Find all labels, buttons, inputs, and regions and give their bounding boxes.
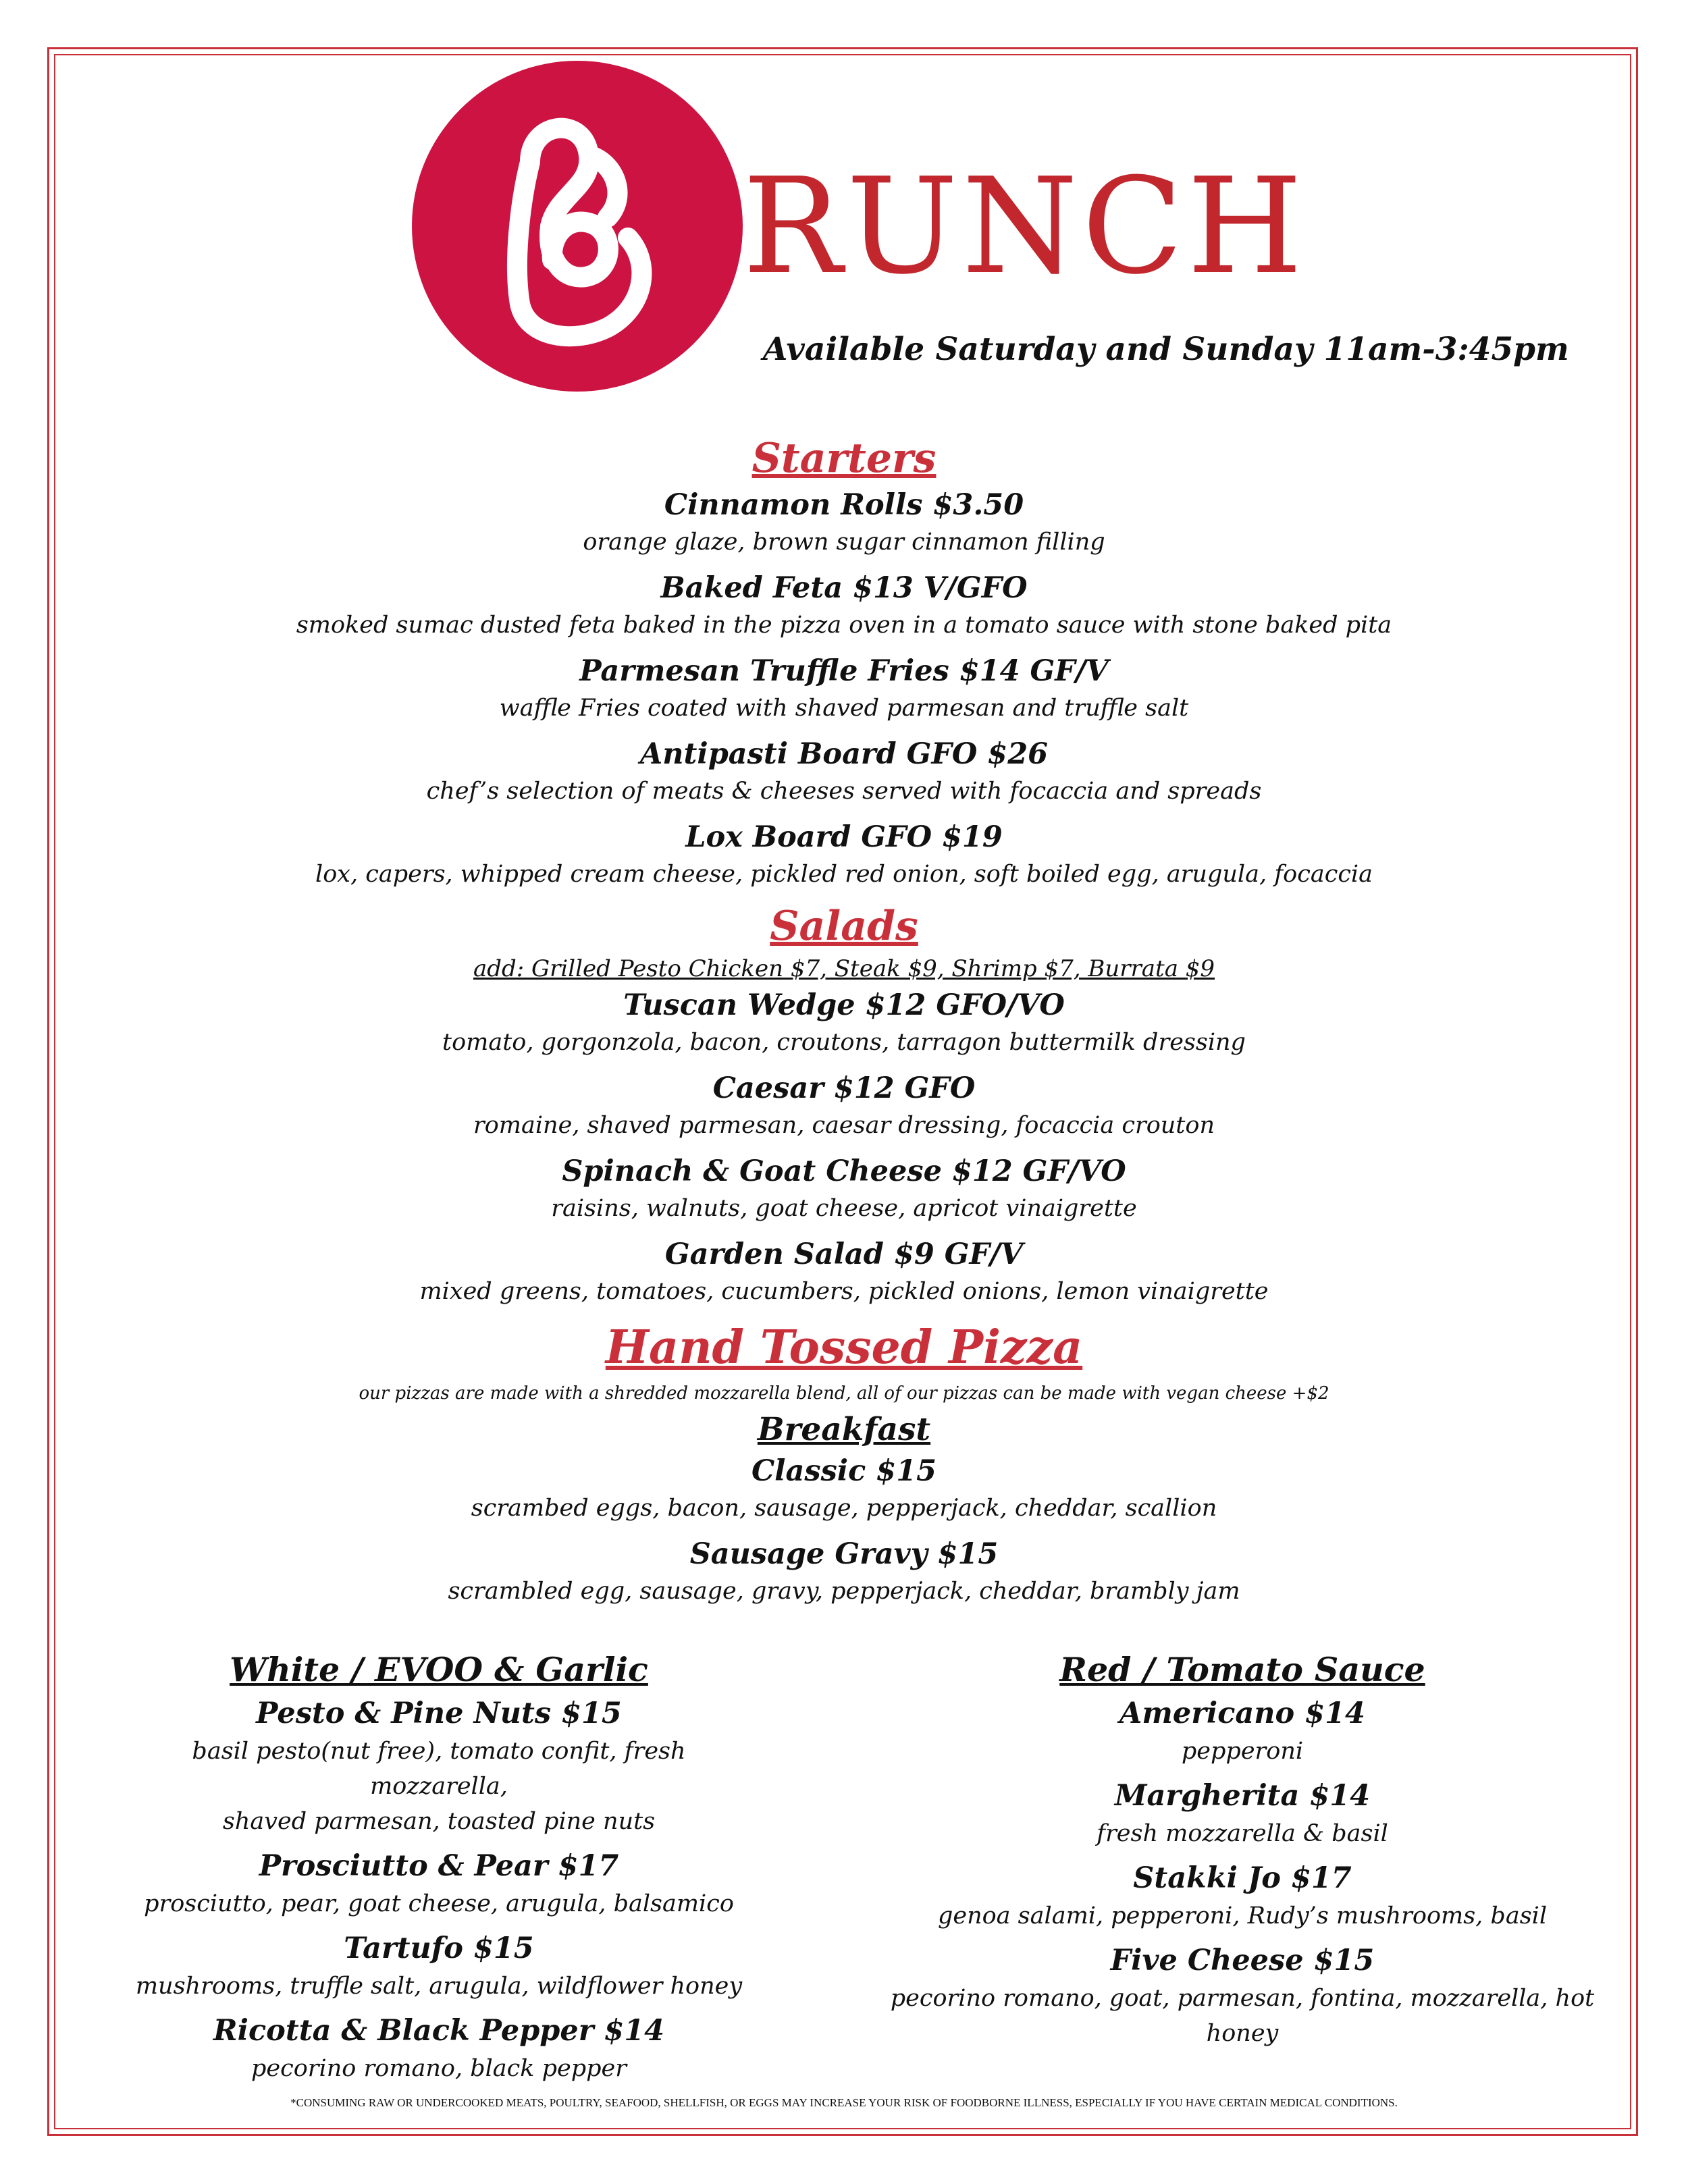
menu-item-desc: mushrooms, truffle salt, arugula, wildflower honey bbox=[135, 1973, 743, 2000]
salad-addons: add: Grilled Pesto Chicken $7, Steak $9, Shrimp $7, Burrata $9 bbox=[473, 955, 1215, 982]
pizza-note: our pizzas are made with a shredded mozzarella blend, all of our pizzas can be made with vegan cheese +$2 bbox=[359, 1383, 1329, 1404]
menu-item-desc: orange glaze, brown sugar cinnamon filling bbox=[583, 529, 1105, 556]
menu-item-name: Margherita $14 bbox=[1114, 1779, 1371, 1813]
menu-item-desc: smoked sumac dusted feta baked in the pizza oven in a tomato sauce with stone baked pita bbox=[296, 612, 1392, 639]
menu-item-name: Tuscan Wedge $12 GFO/VO bbox=[623, 988, 1065, 1022]
menu-item-desc: mixed greens, tomatoes, cucumbers, pickled onions, lemon vinaigrette bbox=[419, 1278, 1269, 1305]
menu-item-name: Baked Feta $13 V/GFO bbox=[660, 571, 1028, 605]
menu-item-desc: waffle Fries coated with shaved parmesan and truffle salt bbox=[499, 695, 1189, 722]
menu-item-name: Garden Salad $9 GF/V bbox=[664, 1237, 1024, 1271]
logo-circle bbox=[412, 61, 743, 392]
menu-item-name: Stakki Jo $17 bbox=[1133, 1861, 1352, 1895]
menu-item-desc: prosciutto, pear, goat cheese, arugula, balsamico bbox=[144, 1890, 734, 1917]
menu-item-desc: chef’s selection of meats & cheeses served with focaccia and spreads bbox=[426, 778, 1262, 805]
menu-item-desc: pecorino romano, goat, parmesan, fontina, mozzarella, hot honey bbox=[890, 1985, 1595, 2047]
logo-wordmark: RUNCH bbox=[743, 150, 1307, 304]
breakfast-title: Breakfast bbox=[757, 1411, 931, 1448]
menu-item-desc: scrambed eggs, bacon, sausage, pepperjack, cheddar, scallion bbox=[471, 1495, 1217, 1522]
menu-item-name: Ricotta & Black Pepper $14 bbox=[213, 2014, 665, 2048]
menu-item-desc: raisins, walnuts, goat cheese, apricot vinaigrette bbox=[551, 1195, 1137, 1222]
menu-item-desc: scrambled egg, sausage, gravy, pepperjack, cheddar, brambly jam bbox=[448, 1578, 1240, 1605]
menu-item-name: Lox Board GFO $19 bbox=[685, 820, 1003, 854]
menu-item-name: Pesto & Pine Nuts $15 bbox=[256, 1697, 622, 1730]
menu-item-name: Caesar $12 GFO bbox=[712, 1071, 976, 1105]
menu-item-name: Sausage Gravy $15 bbox=[689, 1537, 999, 1571]
b-monogram-icon bbox=[412, 61, 743, 392]
disclaimer: *CONSUMING RAW OR UNDERCOOKED MEATS, POULTRY, SEAFOOD, SHELLFISH, OR EGGS MAY INCREASE YOUR RISK OF FOODBORNE ILLNESS, ESPECIALLY IF YOU HAVE CERTAIN MEDICAL CONDITIONS. bbox=[290, 2096, 1398, 2109]
menu-item-desc: fresh mozzarella & basil bbox=[1097, 1820, 1388, 1847]
menu-item-name: Parmesan Truffle Fries $14 GF/V bbox=[579, 654, 1109, 688]
starters-title: Starters bbox=[751, 435, 937, 482]
pizza-title: Hand Tossed Pizza bbox=[605, 1321, 1083, 1375]
menu-item-desc: pecorino romano, black pepper bbox=[251, 2055, 627, 2082]
white-pizza-column bbox=[128, 1647, 749, 2093]
menu-item-desc: lox, capers, whipped cream cheese, pickled red onion, soft boiled egg, arugula, focaccia bbox=[315, 861, 1373, 888]
menu-item-desc: tomato, gorgonzola, bacon, croutons, tarragon buttermilk dressing bbox=[442, 1029, 1246, 1056]
menu-item-desc: basil pesto(nut free), tomato confit, fresh mozzarella, bbox=[192, 1738, 686, 1800]
red-pizza-title: Red / Tomato Sauce bbox=[1059, 1650, 1425, 1689]
menu-item-desc: pepperoni bbox=[1181, 1738, 1304, 1765]
menu-item-name: Cinnamon Rolls $3.50 bbox=[664, 488, 1024, 522]
menu-item-name: Americano $14 bbox=[1119, 1697, 1365, 1730]
menu-item-desc: genoa salami, pepperoni, Rudy’s mushrooms, basil bbox=[937, 1902, 1548, 1929]
menu-item-name: Tartufo $15 bbox=[344, 1932, 534, 1965]
main-column bbox=[155, 432, 1533, 1617]
menu-item-name: Classic $15 bbox=[751, 1454, 937, 1488]
white-pizza-title: White / EVOO & Garlic bbox=[230, 1650, 648, 1689]
menu-item-desc: romaine, shaved parmesan, caesar dressing, focaccia crouton bbox=[473, 1112, 1215, 1139]
menu-item-name: Five Cheese $15 bbox=[1110, 1944, 1375, 1977]
menu-item-desc: shaved parmesan, toasted pine nuts bbox=[222, 1808, 656, 1835]
availability-text: Available Saturday and Sunday 11am-3:45pm bbox=[763, 331, 1569, 368]
menu-item-name: Prosciutto & Pear $17 bbox=[259, 1849, 619, 1883]
menu-item-name: Antipasti Board GFO $26 bbox=[639, 737, 1049, 771]
menu-item-name: Spinach & Goat Cheese $12 GF/VO bbox=[562, 1154, 1126, 1188]
salads-title: Salads bbox=[770, 903, 918, 950]
red-pizza-column bbox=[858, 1647, 1627, 2058]
